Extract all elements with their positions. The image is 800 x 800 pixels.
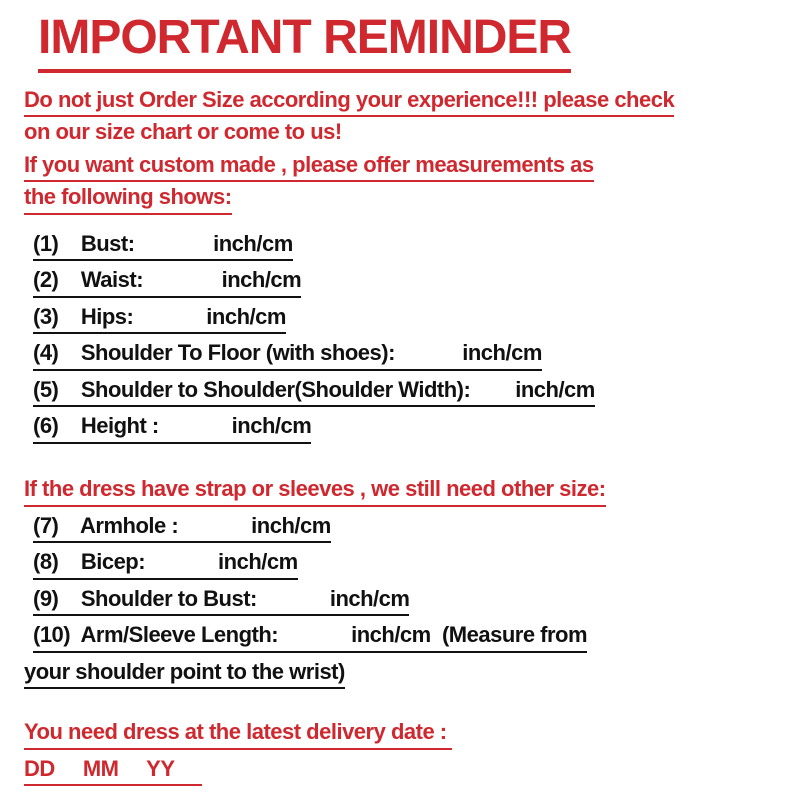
intro-line-3: If you want custom made , please offer measurements as bbox=[24, 152, 776, 183]
delivery-section bbox=[24, 719, 776, 786]
spacer bbox=[24, 695, 776, 719]
delivery-date-placeholder: DD MM YY bbox=[24, 756, 776, 787]
measurement-item-9: (9) Shoulder to Bust: inch/cm bbox=[33, 586, 776, 617]
measurement-item-10-continuation: your shoulder point to the wrist) bbox=[24, 659, 776, 690]
intro-line-4: the following shows: bbox=[24, 184, 776, 215]
measurement-item-5: (5) Shoulder to Shoulder(Shoulder Width): inch/cm bbox=[33, 377, 776, 408]
page-title bbox=[38, 12, 776, 73]
measurement-item-4: (4) Shoulder To Floor (with shoes): inch/cm bbox=[33, 340, 776, 371]
intro-line-1: Do not just Order Size according your experience!!! please check bbox=[24, 87, 776, 118]
measurement-item-3: (3) Hips: inch/cm bbox=[33, 304, 776, 335]
measurement-item-8: (8) Bicep: inch/cm bbox=[33, 549, 776, 580]
sleeve-section-heading: If the dress have strap or sleeves , we still need other size: bbox=[24, 476, 776, 507]
measurement-item-6: (6) Height : inch/cm bbox=[33, 413, 776, 444]
intro-line-2: on our size chart or come to us! bbox=[24, 119, 342, 145]
measurement-item-1: (1) Bust: inch/cm bbox=[33, 231, 776, 262]
sleeve-measurements-list bbox=[24, 513, 776, 690]
measurement-item-10: (10) Arm/Sleeve Length: inch/cm (Measure from bbox=[33, 622, 776, 653]
measurements-list bbox=[24, 231, 776, 444]
delivery-note: You need dress at the latest delivery date : bbox=[24, 719, 776, 750]
page-title-text: IMPORTANT REMINDER bbox=[38, 12, 571, 73]
intro-section bbox=[24, 87, 776, 215]
spacer bbox=[24, 450, 776, 476]
measurement-item-7: (7) Armhole : inch/cm bbox=[33, 513, 776, 544]
spacer bbox=[24, 217, 776, 231]
measurement-item-2: (2) Waist: inch/cm bbox=[33, 267, 776, 298]
